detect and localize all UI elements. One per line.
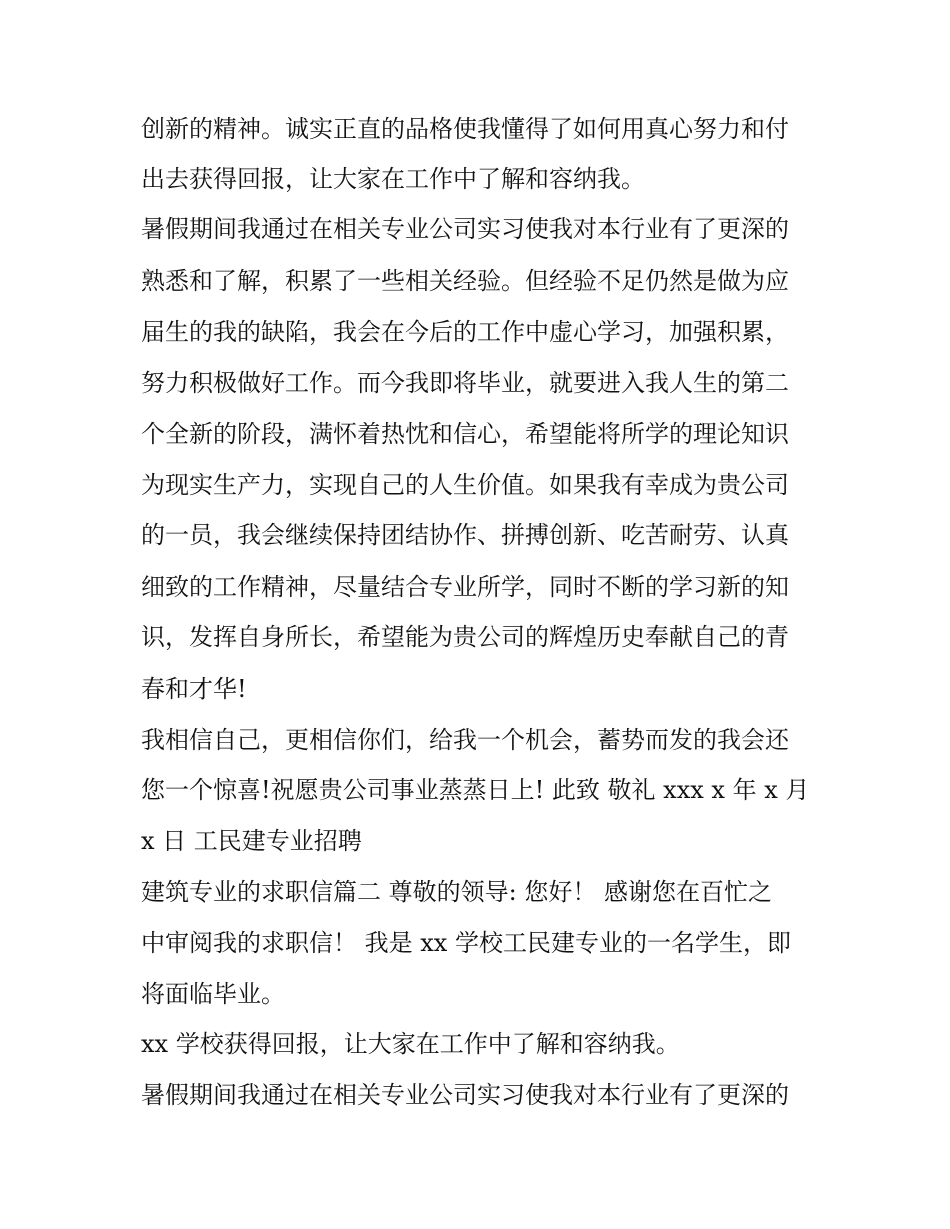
text-line: 的一员，我会继续保持团结协作、拼搏创新、吃苦耐劳、认真 — [141, 521, 789, 549]
text-line: 届生的我的缺陷，我会在今后的工作中虚心学习，加强积累， — [141, 318, 789, 346]
text-line: x 日 工民建专业招聘 — [141, 827, 362, 855]
text-line: 努力积极做好工作。而今我即将毕业，就要进入我人生的第二 — [141, 369, 789, 397]
text-line: 暑假期间我通过在相关专业公司实习使我对本行业有了更深的 — [141, 1081, 789, 1109]
text-line: 您一个惊喜!祝愿贵公司事业蒸蒸日上! 此致 敬礼 xxx x 年 x 月 — [141, 776, 810, 804]
text-line: 暑假期间我通过在相关专业公司实习使我对本行业有了更深的 — [141, 215, 789, 243]
text-line: 识，发挥自身所长，希望能为贵公司的辉煌历史奉献自己的青 — [141, 623, 789, 651]
text-line: 出去获得回报，让大家在工作中了解和容纳我。 — [141, 165, 645, 193]
text-line: 将面临毕业。 — [141, 980, 285, 1008]
text-line: 个全新的阶段，满怀着热忱和信心，希望能将所学的理论知识 — [141, 420, 789, 448]
text-line: 创新的精神。诚实正直的品格使我懂得了如何用真心努力和付 — [141, 115, 789, 143]
text-line: 我相信自己，更相信你们，给我一个机会，蓄势而发的我会还 — [141, 726, 789, 754]
text-line: 为现实生产力，实现自己的人生价值。如果我有幸成为贵公司 — [141, 471, 789, 499]
text-line: 细致的工作精神，尽量结合专业所学，同时不断的学习新的知 — [141, 573, 789, 601]
text-line: 熟悉和了解，积累了一些相关经验。但经验不足仍然是做为应 — [141, 267, 789, 295]
text-line: xx 学校获得回报，让大家在工作中了解和容纳我。 — [141, 1030, 680, 1058]
text-line: 中审阅我的求职信！ 我是 xx 学校工民建专业的一名学生，即 — [141, 929, 791, 957]
text-line: 春和才华! — [141, 675, 247, 703]
text-line: 建筑专业的求职信篇二 尊敬的领导: 您好！ 感谢您在百忙之 — [141, 878, 772, 906]
